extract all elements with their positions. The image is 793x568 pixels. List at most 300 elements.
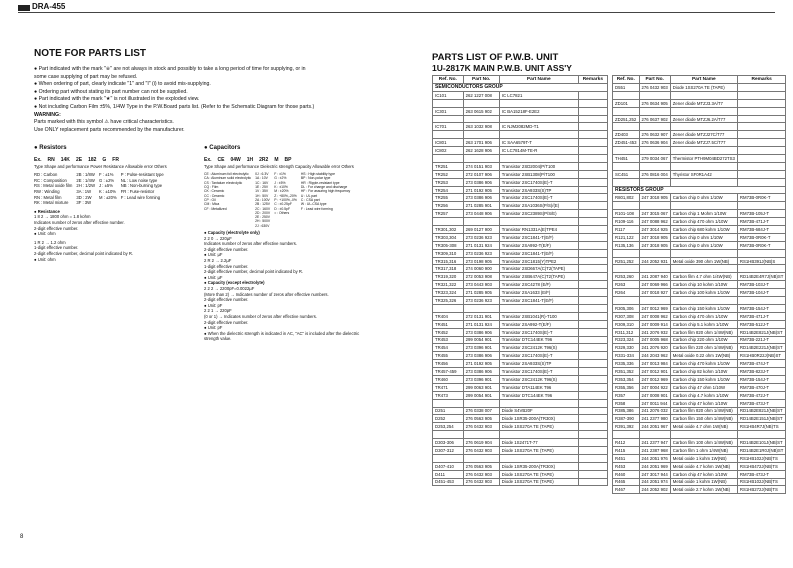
- table-row: [433, 257, 608, 265]
- table-cell: 299 0054 901: [463, 391, 499, 399]
- table-row: [433, 178, 608, 186]
- table-cell: IC801: [433, 139, 464, 147]
- table-cell: R415: [613, 446, 640, 454]
- table-cell: [670, 91, 737, 99]
- table-cell: TR251: [433, 162, 464, 170]
- table-cell: Carbon film 100 ohm 1/4W(NB): [670, 439, 737, 447]
- table-cell: [613, 91, 640, 99]
- table-cell: 271 0131 924: [463, 241, 499, 249]
- table-cell: [670, 202, 737, 210]
- table-row: [433, 407, 608, 415]
- table-cell: 262 1628 906: [463, 147, 499, 155]
- table-row: [613, 139, 786, 147]
- code-entry: G : ±2%: [274, 176, 287, 181]
- code-column: [274, 172, 297, 228]
- table-cell: 273 0448 906: [463, 210, 499, 218]
- unit-title: 1U-2817K MAIN P.W.B. UNIT ASS'Y: [432, 63, 572, 73]
- table-row: [613, 328, 786, 336]
- table-row: [433, 328, 608, 336]
- code-entry: D : ±0.5pF: [274, 206, 291, 211]
- table-cell: TR471: [433, 383, 464, 391]
- table-cell: R353,354: [613, 375, 640, 383]
- resistance-example: 1-digit effective number.: [34, 245, 79, 251]
- table-cell: Diode 1SS270A TE (TAPE): [499, 478, 578, 486]
- example-code: Ex.: [34, 157, 42, 163]
- example-code: M: [274, 157, 279, 163]
- code-entry: RS : Metal oxide film: [34, 183, 73, 189]
- table-cell: 263 1701 906: [463, 139, 499, 147]
- table-cell: [639, 297, 670, 305]
- table-cell: [463, 115, 499, 123]
- table-cell: RM73B-470J-T: [737, 383, 785, 391]
- table-row: [433, 289, 608, 297]
- table-cell: 247 0009 914: [639, 320, 670, 328]
- table-cell: Transistor 2SD667A(C)T2(TAPE): [499, 265, 578, 273]
- capacitor-code-table: [204, 172, 389, 228]
- table-cell: 273 0396 901: [463, 344, 499, 352]
- table-cell: R453: [613, 462, 640, 470]
- table-cell: 276 0816 004: [639, 170, 670, 178]
- table-cell: 241 2377 947: [639, 439, 670, 447]
- capacitor-example-labels: Type Shape and performance Dielectric strength Capacity Allowable error Others: [204, 163, 354, 169]
- table-cell: [578, 368, 607, 376]
- table-cell: [639, 178, 670, 186]
- table-row: [433, 123, 608, 131]
- note-line: Use ONLY replacement parts recommended by the manufacturer.: [34, 126, 185, 133]
- table-row: [613, 115, 786, 123]
- table-row: [433, 415, 608, 423]
- table-cell: [639, 202, 670, 210]
- table-cell: [613, 265, 640, 273]
- resistance-heading: ● Resistance: [34, 208, 60, 214]
- table-cell: TR325,326: [433, 297, 464, 305]
- table-cell: [433, 454, 464, 462]
- table-cell: Carbon chip 470 ohm 1/10W: [670, 218, 737, 226]
- table-cell: [578, 470, 607, 478]
- table-cell: [737, 84, 785, 92]
- table-cell: TR321,322: [433, 281, 464, 289]
- table-cell: 241 2087 940: [639, 273, 670, 281]
- table-row: [433, 336, 608, 344]
- table-cell: [578, 312, 607, 320]
- table-cell: Metal oxide 2.7 kohm 1W(NB): [670, 486, 737, 494]
- table-cell: Carbon chip 150 kohm 1/10W: [670, 375, 737, 383]
- table-row: [613, 462, 786, 470]
- table-cell: TR303,304: [433, 233, 464, 241]
- table-cell: Transistor 2SC1841-T(E/F): [499, 297, 578, 305]
- code-entry: CP : Oil: [204, 197, 216, 202]
- table-cell: TR252: [433, 170, 464, 178]
- table-cell: [737, 297, 785, 305]
- table-row: [433, 439, 608, 447]
- table-cell: Carbon film 4.7 ohm 1/4W(NB): [670, 273, 737, 281]
- table-cell: 273 0386 906: [463, 368, 499, 376]
- table-cell: TR453: [433, 336, 464, 344]
- code-entry: 2B : 1/8W: [76, 172, 95, 178]
- table-row: [613, 265, 786, 273]
- table-cell: Carbon chip 0 ohm 1/10W: [670, 241, 737, 249]
- table-cell: [670, 147, 737, 155]
- table-cell: [578, 107, 607, 115]
- table-cell: [578, 147, 607, 155]
- table-cell: Transistor 2SC1740S(E)-T: [499, 328, 578, 336]
- table-cell: Carbon chip 470 ohm 1/10W: [670, 312, 737, 320]
- table-cell: RM73B-473J-T: [737, 470, 785, 478]
- table-cell: Diode 1SR35-200A(TR30X): [499, 462, 578, 470]
- code-entry: 1E : 25V: [255, 185, 269, 190]
- table-row: [433, 147, 608, 155]
- table-cell: 247 3017 944: [639, 470, 670, 478]
- table-cell: [578, 478, 607, 486]
- table-row: [613, 446, 786, 454]
- table-cell: 247 0005 968: [639, 336, 670, 344]
- table-cell: [433, 155, 464, 163]
- model-name: DRA-455: [32, 2, 66, 11]
- table-cell: [578, 281, 607, 289]
- table-cell: RM73B-823J-T: [737, 368, 785, 376]
- table-cell: [578, 399, 607, 407]
- table-cell: IC SAA6579T-T: [499, 139, 578, 147]
- table-cell: [578, 249, 607, 257]
- table-cell: R387-390: [613, 415, 640, 423]
- table-row: [433, 218, 608, 226]
- table-cell: Transistor 2SB1308(P/T100: [499, 170, 578, 178]
- table-row: [433, 107, 608, 115]
- note-line: some case supplying of part may be refused.: [34, 73, 138, 80]
- table-row: [433, 186, 608, 194]
- example-code: Ex.: [204, 157, 212, 163]
- table-cell: Transistor 2SA992-T(E/F): [499, 241, 578, 249]
- table-cell: IC BA15218F-E2E2: [499, 107, 578, 115]
- code-entry: M : ±20%: [99, 194, 117, 200]
- code-column: [301, 172, 350, 228]
- table-row: [613, 336, 786, 344]
- table-cell: 273 0396 901: [463, 375, 499, 383]
- code-entry: 2H : 1/2W: [76, 183, 96, 189]
- code-entry: W : UL-CSA type: [300, 202, 327, 207]
- code-entry: J : ±5%: [274, 180, 286, 185]
- table-cell: 247 0012 969: [639, 375, 670, 383]
- table-cell: [578, 233, 607, 241]
- table-cell: [463, 155, 499, 163]
- table-cell: [433, 399, 464, 407]
- table-cell: 247 3015 067: [639, 210, 670, 218]
- table-cell: 276 0432 903: [463, 423, 499, 431]
- code-entry: 2E : 1/4W: [76, 177, 95, 183]
- table-cell: 299 0054 901: [463, 336, 499, 344]
- table-cell: Carbon chip 47 kohm 1/10W: [670, 399, 737, 407]
- table-cell: IC701: [433, 123, 464, 131]
- table-cell: TH451: [613, 155, 640, 163]
- notes-list: [34, 66, 384, 134]
- table-cell: [578, 155, 607, 163]
- table-row: [433, 391, 608, 399]
- code-entry: K : ±10%: [274, 185, 288, 190]
- table-cell: R460: [613, 470, 640, 478]
- table-row: [433, 273, 608, 281]
- table-cell: RD14B2E821J(NB)ST: [737, 407, 785, 415]
- table-cell: Transistor 2SB647A(C)T2(TAPE): [499, 273, 578, 281]
- table-row: [613, 383, 786, 391]
- table-cell: TR309,310: [433, 249, 464, 257]
- table-cell: RS1HB102J(NB)TS: [737, 478, 785, 486]
- table-row: [433, 194, 608, 202]
- table-cell: Diode 1S2471T-77: [499, 439, 578, 447]
- table-cell: RD14B2E221J(NB)ST: [737, 344, 785, 352]
- table-cell: TR315,316: [433, 257, 464, 265]
- table-row: [433, 478, 608, 486]
- table-cell: R385,386: [613, 407, 640, 415]
- table-cell: 274 0060 900: [463, 265, 499, 273]
- table-cell: [737, 170, 785, 178]
- table-row: [613, 218, 786, 226]
- table-cell: [737, 249, 785, 257]
- code-entry: DL : For change and discharge: [300, 185, 348, 190]
- code-entry: 1C : 16V: [255, 180, 269, 185]
- table-cell: 276 0432 903: [463, 470, 499, 478]
- code-entry: RC : Composition: [34, 177, 67, 183]
- table-cell: D251: [433, 407, 464, 415]
- table-row: [433, 170, 608, 178]
- code-entry: 2A : 100V: [255, 197, 270, 202]
- table-cell: Carbon film 820 ohm 1/4W(NB): [670, 407, 737, 415]
- table-cell: R264: [613, 289, 640, 297]
- table-cell: Carbon film 220 ohm 1/4W(NB): [670, 344, 737, 352]
- table-cell: TR323,324: [433, 289, 464, 297]
- table-cell: TR460: [433, 375, 464, 383]
- table-cell: 247 0012 969: [639, 304, 670, 312]
- table-cell: 271 0285 901: [463, 202, 499, 210]
- table-cell: [639, 265, 670, 273]
- code-entry: 1H : 50V: [255, 193, 269, 198]
- note-line: ● Not including Carbon Film ±5%, 1/4W Type in the P.W.Board parts list. (Refer to the Schematic Diagram for those parts.): [34, 103, 315, 110]
- code-entry: 1A : 10V: [255, 176, 268, 181]
- code-entry: G : ±2%: [99, 177, 115, 183]
- table-cell: [639, 123, 670, 131]
- table-cell: Metal oxide 4.7 ohm 1W(NB): [670, 423, 737, 431]
- capacitor-note: ● When the dielectric strength is indicated in AC, "AC" is included after the dielectric: [204, 330, 360, 336]
- table-row: [613, 478, 786, 486]
- table-cell: R465: [613, 478, 640, 486]
- table-cell: [578, 194, 607, 202]
- table-cell: R323,324: [613, 336, 640, 344]
- table-cell: [737, 115, 785, 123]
- table-cell: R253,260: [613, 273, 640, 281]
- table-cell: 276 0563 905: [463, 462, 499, 470]
- table-row: [613, 297, 786, 305]
- table-cell: 274 0151 903: [463, 162, 499, 170]
- table-row: [613, 486, 786, 494]
- table-row: [613, 273, 786, 281]
- table-cell: [639, 91, 670, 99]
- resistance-example: 2-digit effective number, decimal point indicated by R.: [34, 250, 134, 256]
- table-cell: Transistor 2SA933S(S)TP: [499, 186, 578, 194]
- table-cell: 263 1032 908: [463, 123, 499, 131]
- table-cell: R391,392: [613, 423, 640, 431]
- table-row: [433, 210, 608, 218]
- table-cell: R331-334: [613, 352, 640, 360]
- table-row: [433, 91, 608, 99]
- capacitors-heading: ● Capacitors: [204, 145, 241, 151]
- capacitor-note: strength value.: [204, 336, 232, 342]
- table-cell: [737, 178, 785, 186]
- table-cell: R801,802: [613, 194, 640, 202]
- table-cell: RM73B-0R0K-T: [737, 241, 785, 249]
- capacity-example: 1-digit effective number.: [204, 263, 249, 269]
- resistance-example: ● Unit: ohm: [34, 231, 56, 237]
- capacity-example: ● Unit: µF: [204, 274, 223, 280]
- table-cell: 272 0131 901: [463, 312, 499, 320]
- example-code: BP: [284, 157, 292, 163]
- table-cell: Carbon chip 4.7 kohm 1/10W: [670, 391, 737, 399]
- table-cell: [499, 155, 578, 163]
- table-cell: Transistor DTA114EK T96: [499, 383, 578, 391]
- table-cell: [433, 131, 464, 139]
- table-cell: Transistor 2SA1633 (E/F): [499, 289, 578, 297]
- table-cell: Transistor 2SC1841-T(E/F): [499, 249, 578, 257]
- table-row: [613, 344, 786, 352]
- table-cell: TR317,318: [433, 265, 464, 273]
- example-code: 2R2: [259, 157, 269, 163]
- code-entry: CC : Ceramic: [204, 193, 225, 198]
- table-cell: R357: [613, 391, 640, 399]
- table-cell: [737, 431, 785, 439]
- table-cell: RM73B-105J-T: [737, 210, 785, 218]
- example-code: FR: [112, 157, 119, 163]
- table-cell: R451: [613, 454, 640, 462]
- table-row: [613, 304, 786, 312]
- table-cell: Carbon chip 47 ohm 1/10W: [670, 383, 737, 391]
- table-cell: 273 0236 923: [463, 233, 499, 241]
- table-cell: [578, 289, 607, 297]
- table-cell: [499, 304, 578, 312]
- table-cell: [463, 454, 499, 462]
- table-row: [433, 454, 608, 462]
- code-entry: 3F : 3W: [76, 200, 92, 206]
- table-cell: Carbon chip 100 kohm 1/10W: [670, 289, 737, 297]
- table-cell: Carbon film 820 ohm 1/4W(NB): [670, 328, 737, 336]
- table-cell: [578, 273, 607, 281]
- table-cell: [737, 265, 785, 273]
- table-cell: Thermistor PTH9M04BD272TS3: [670, 155, 737, 163]
- column-header: Part Name: [499, 76, 578, 84]
- capacity-example: ● Unit: pF: [204, 325, 223, 331]
- table-cell: ZD451-453: [613, 139, 640, 147]
- code-entry: F : Lead wire forming: [300, 206, 333, 211]
- table-cell: Carbon chip 0 ohm 1/10W: [670, 233, 737, 241]
- table-row: [613, 107, 786, 115]
- table-row: [613, 155, 786, 163]
- table-cell: RS1HB4R7J(NB)TS: [737, 423, 785, 431]
- table-cell: [433, 304, 464, 312]
- table-cell: Carbon chip 470 kohm 1/10W: [670, 360, 737, 368]
- table-cell: RM73B-154J-T: [737, 375, 785, 383]
- table-cell: Carbon chip 5.1 kohm 1/10W: [670, 320, 737, 328]
- table-cell: 244 2052 931: [639, 257, 670, 265]
- table-cell: [578, 115, 607, 123]
- table-cell: IC101: [433, 91, 464, 99]
- table-cell: [578, 407, 607, 415]
- table-row: [613, 202, 786, 210]
- table-cell: [463, 131, 499, 139]
- code-entry: FR : Fuse-resistor: [120, 188, 155, 194]
- code-entry: C : ±0.25pF: [274, 202, 292, 207]
- table-cell: RS1HB272J(NB)TS: [737, 486, 785, 494]
- table-cell: D451-453: [433, 478, 464, 486]
- table-row: [433, 265, 608, 273]
- group-heading: SEMICONDUCTORS GROUP: [433, 84, 608, 92]
- note-line: ● Ordering part without stating its part number can not be supplied.: [34, 88, 188, 95]
- table-row: [613, 470, 786, 478]
- table-cell: [463, 431, 499, 439]
- table-cell: [578, 91, 607, 99]
- table-row: [433, 99, 608, 107]
- table-cell: RM73B-473J-T: [737, 399, 785, 407]
- table-cell: Diode 1SS270A TE (TAPE): [499, 470, 578, 478]
- table-cell: [737, 91, 785, 99]
- code-entry: U : UL part: [300, 193, 318, 198]
- table-row: [613, 123, 786, 131]
- table-cell: [578, 265, 607, 273]
- table-cell: RS1HB472J(NB)TS: [737, 462, 785, 470]
- table-cell: 273 0236 923: [463, 249, 499, 257]
- table-cell: [670, 123, 737, 131]
- table-cell: RM73B-221J-T: [737, 336, 785, 344]
- code-entry: HS : High stability type: [300, 172, 335, 177]
- table-cell: [578, 139, 607, 147]
- table-cell: [670, 178, 737, 186]
- table-cell: D253,254: [433, 423, 464, 431]
- table-row: [433, 431, 608, 439]
- code-entry: K : ±10%: [99, 188, 116, 194]
- table-cell: 247 3018 905: [639, 194, 670, 202]
- code-entry: HR : Ripple-resistant type: [300, 180, 340, 185]
- code-entry: RD : Carbon: [34, 172, 58, 178]
- table-row: [433, 281, 608, 289]
- table-cell: [499, 218, 578, 226]
- table-cell: TR305-308: [433, 241, 464, 249]
- table-cell: RM73B-104J-T: [737, 289, 785, 297]
- table-cell: [670, 297, 737, 305]
- table-row: [433, 84, 608, 92]
- table-cell: [613, 123, 640, 131]
- table-cell: TR256: [433, 202, 464, 210]
- table-row: [433, 423, 608, 431]
- table-cell: 247 0008 901: [639, 391, 670, 399]
- table-cell: R307,308: [613, 312, 640, 320]
- table-cell: Transistor 2SB1041(R)-T100: [499, 312, 578, 320]
- table-cell: 273 0386 906: [463, 178, 499, 186]
- table-cell: TR255: [433, 194, 464, 202]
- table-row: [433, 344, 608, 352]
- table-cell: 244 2051 967: [639, 423, 670, 431]
- table-cell: 273 0236 923: [463, 297, 499, 305]
- table-cell: [433, 218, 464, 226]
- table-cell: RM73B-512J-T: [737, 320, 785, 328]
- table-cell: 241 2387 968: [639, 446, 670, 454]
- table-cell: [578, 241, 607, 249]
- table-cell: [578, 375, 607, 383]
- table-row: [613, 241, 786, 249]
- code-entry: 2D : 200V: [255, 210, 271, 215]
- table-cell: [737, 155, 785, 163]
- capacity-example: 2 R 2 → 2.2µF: [204, 258, 232, 264]
- column-header: Part No.: [463, 76, 499, 84]
- example-code: RN: [47, 157, 55, 163]
- table-cell: RS1HB0R22J(NB)ST: [737, 352, 785, 360]
- table-cell: [433, 431, 464, 439]
- table-row: [433, 131, 608, 139]
